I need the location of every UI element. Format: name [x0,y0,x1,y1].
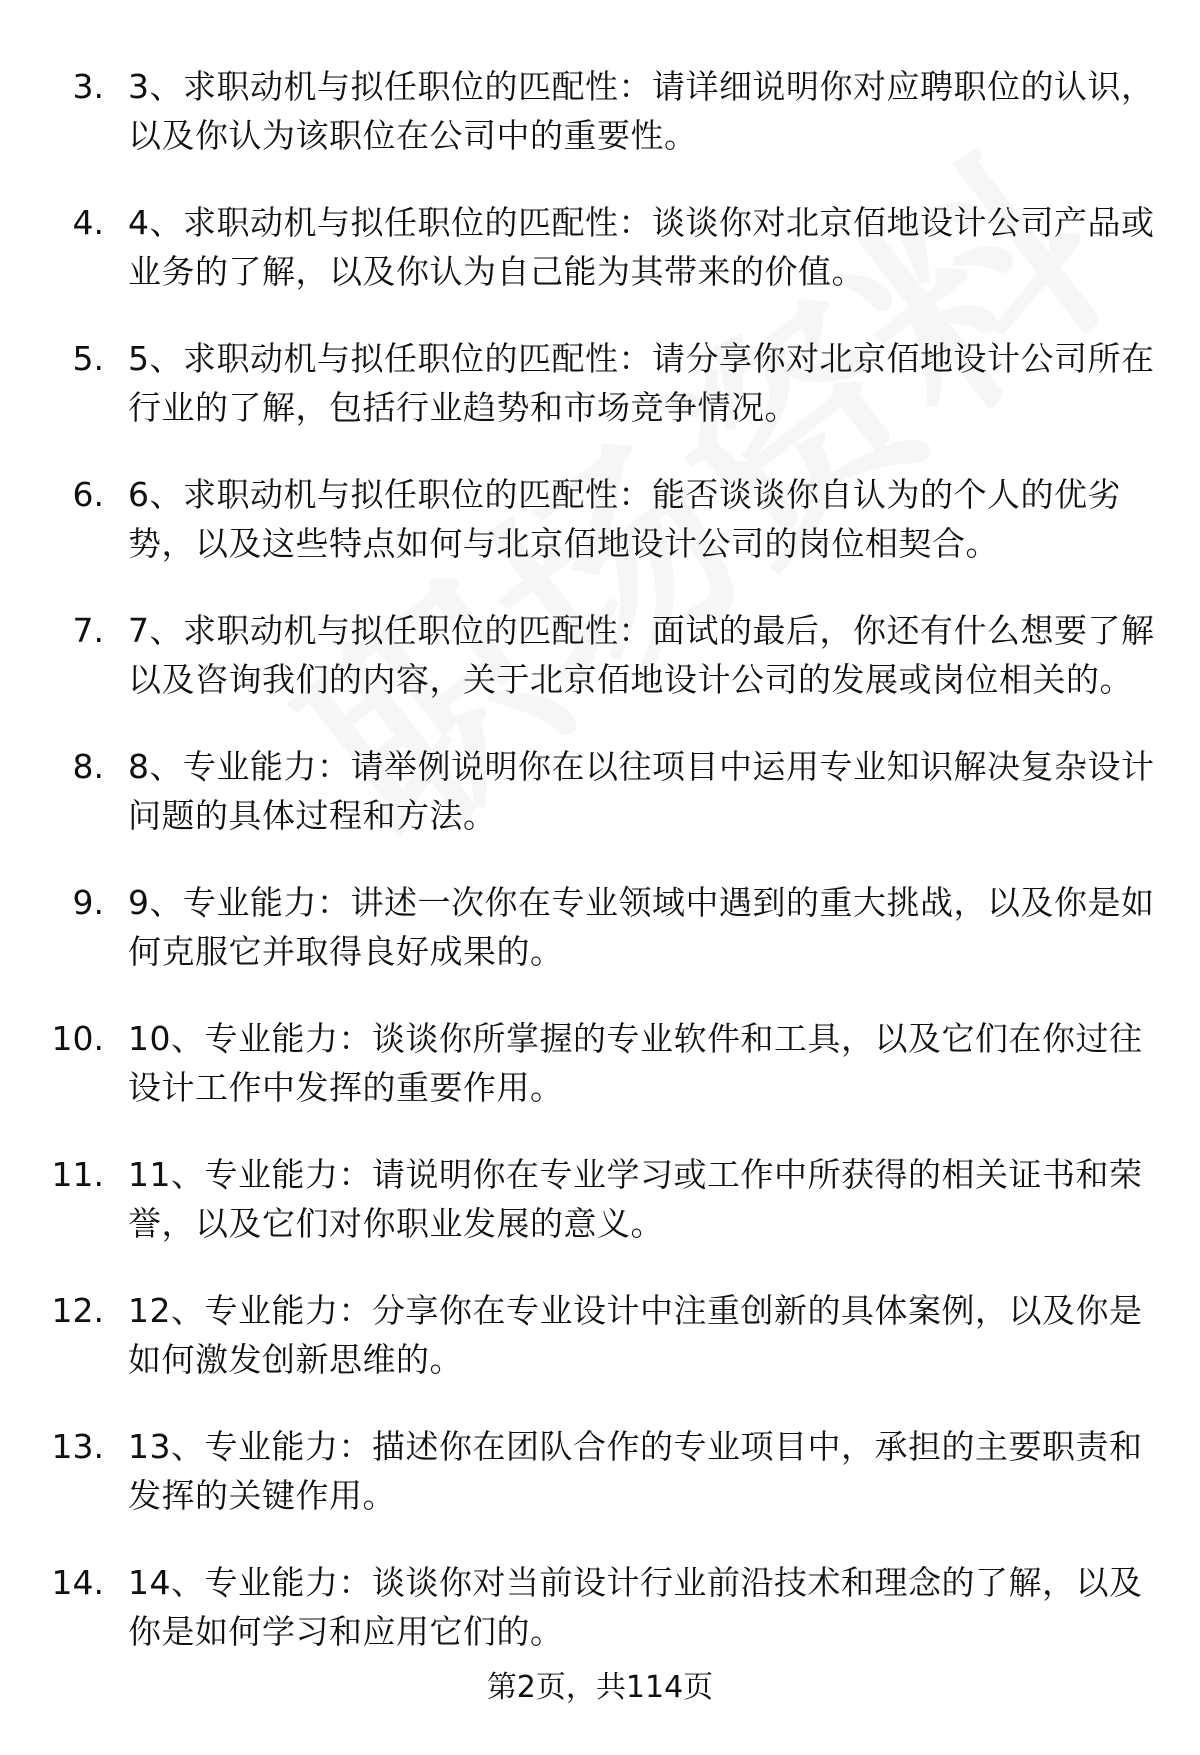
question-text: 14、专业能力：谈谈你对当前设计行业前沿技术和理念的了解，以及你是如何学习和应用它们的。 [128,1563,1143,1651]
question-number: 11. [51,1155,104,1194]
list-item [0,606,1200,704]
list-item [0,742,1200,840]
question-number: 5. [72,339,104,378]
question-number: 3. [72,67,104,106]
question-text: 12、专业能力：分享你在专业设计中注重创新的具体案例，以及你是如何激发创新思维的。 [128,1291,1143,1379]
list-item [0,1014,1200,1112]
page-footer: 第2页，共114页 [486,1670,714,1705]
question-text: 4、求职动机与拟任职位的匹配性：谈谈你对北京佰地设计公司产品或业务的了解，以及你认为自己能为其带来的价值。 [128,203,1155,291]
question-text: 9、专业能力：讲述一次你在专业领域中遇到的重大挑战，以及你是如何克服它并取得良好成果的。 [128,883,1155,971]
list-item [0,878,1200,976]
question-number: 9. [72,883,104,922]
question-text: 13、专业能力：描述你在团队合作的专业项目中，承担的主要职责和发挥的关键作用。 [128,1427,1143,1515]
list-item [0,334,1200,432]
question-list [0,62,1200,1694]
list-item [0,1422,1200,1520]
question-text: 10、专业能力：谈谈你所掌握的专业软件和工具，以及它们在你过往设计工作中发挥的重要作用。 [128,1019,1143,1107]
question-number: 6. [72,475,104,514]
question-text: 6、求职动机与拟任职位的匹配性：能否谈谈你自认为的个人的优劣势，以及这些特点如何与北京佰地设计公司的岗位相契合。 [128,475,1121,563]
question-text: 5、求职动机与拟任职位的匹配性：请分享你对北京佰地设计公司所在行业的了解，包括行业趋势和市场竞争情况。 [128,339,1155,427]
list-item [0,62,1200,160]
question-text: 11、专业能力：请说明你在专业学习或工作中所获得的相关证书和荣誉，以及它们对你职业发展的意义。 [128,1155,1143,1243]
question-number: 8. [72,747,104,786]
question-text: 7、求职动机与拟任职位的匹配性：面试的最后，你还有什么想要了解以及咨询我们的内容，关于北京佰地设计公司的发展或岗位相关的。 [128,611,1155,699]
list-item [0,1286,1200,1384]
question-number: 4. [72,203,104,242]
list-item [0,1150,1200,1248]
list-item [0,1558,1200,1656]
question-number: 10. [51,1019,104,1058]
list-item [0,470,1200,568]
question-number: 7. [72,611,104,650]
question-number: 13. [51,1427,104,1466]
list-item [0,198,1200,296]
question-text: 3、求职动机与拟任职位的匹配性：请详细说明你对应聘职位的认识，以及你认为该职位在公司中的重要性。 [128,67,1155,155]
question-text: 8、专业能力：请举例说明你在以往项目中运用专业知识解决复杂设计问题的具体过程和方法。 [128,747,1155,835]
question-number: 12. [51,1291,104,1330]
question-number: 14. [51,1563,104,1602]
